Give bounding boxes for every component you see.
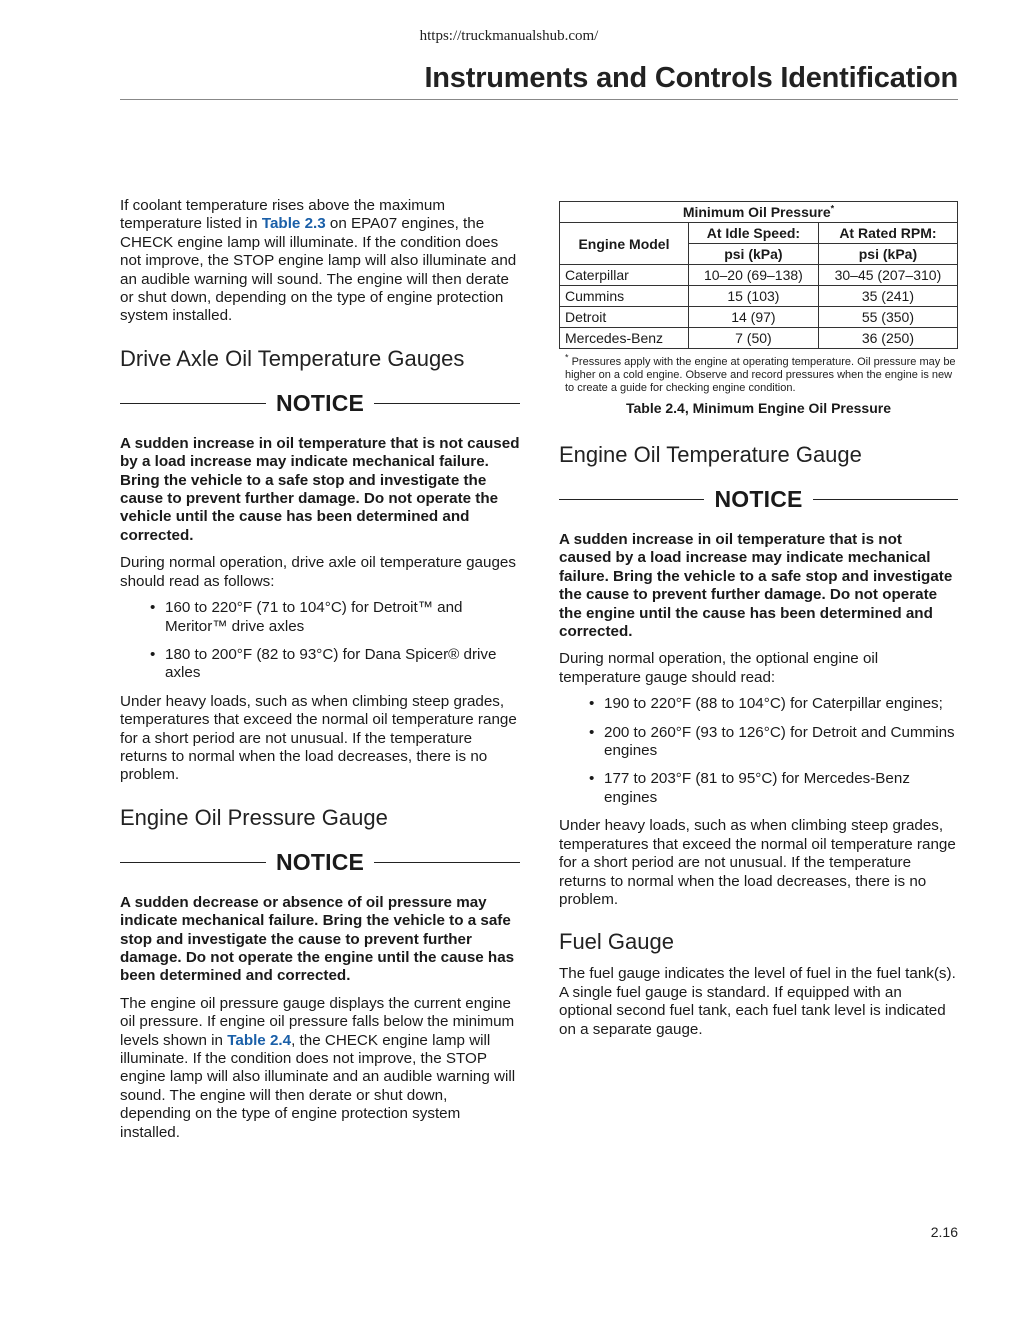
oil-temp-para-2: Under heavy loads, such as when climbing steep grades, temperatures that exceed the normal oil temperature range for a short period are not unusual. If the temperature returns to normal when the load decreases, there is no problem. [559,817,956,908]
left-column [120,197,520,1150]
table-row: Detroit 14 (97) 55 (350) [560,307,958,328]
oil-temp-list [559,695,958,807]
table-row: Caterpillar 10–20 (69–138) 30–45 (207–310) [560,265,958,286]
notice-rule-left [559,499,704,500]
coolant-text-2: on EPA07 engines, the CHECK engine lamp will illuminate. If the condition does not improve, the STOP engine lamp will also illuminate and an audible warning will sound. The engine will then derate or shut down, depending on the type of engine protection system installed. [120,215,517,325]
drive-axle-notice-banner [120,390,520,417]
list-item: • 160 to 220°F (71 to 104°C) for Detroit™ and Meritor™ drive axles [150,599,463,635]
list-item: • 180 to 200°F (82 to 93°C) for Dana Spicer® drive axles [150,645,497,682]
oil-pressure-heading: Engine Oil Pressure Gauge [120,804,388,830]
drive-axle-notice-text: A sudden increase in oil temperature that is not caused by a load increase may indicate mechanical failure. Bring the vehicle to a safe stop and investigate the cause to prevent further damage. Do not operate the vehicle until the cause has been determined and corrected. [120,434,520,544]
coolant-paragraph [120,197,520,326]
table-footnote: * Pressures apply with the engine at operating temperature. Oil pressure may be higher on a cold engine. Observe and record pressures when the engine is new to create a guide for checking engine condition. [565,352,956,394]
oil-temp-para-1: During normal operation, the optional engine oil temperature gauge should read: [559,650,879,686]
notice-rule-left [120,403,266,404]
drive-axle-para-2: Under heavy loads, such as when climbing steep grades, temperatures that exceed the normal oil temperature range for a short period are not unusual. If the temperature returns to normal when the load decreases, there is no problem. [120,692,517,784]
oil-temp-notice-text: A sudden increase in oil temperature that is not caused by a load increase may indicate mechanical failure. Bring the vehicle to a safe stop and investigate the cause to prevent further damage. Do not operate the engine until the cause has been determined and corrected. [559,531,953,641]
notice-label: NOTICE [275,389,365,416]
min-oil-pressure-table [559,201,958,349]
col-idle-unit: psi (kPa) [688,244,818,265]
oil-pressure-paragraph: The engine oil pressure gauge displays the current engine oil pressure. If engine oil pressure falls below the minimum levels shown in Table 2.4, the CHECK engine lamp will illuminate. If the condition does not improve, the STOP engine lamp will also illuminate and an audible warning will sound. The engine will then derate or shut down, depending on the type of engine protection system installed. [120,994,516,1141]
col-rated-unit: psi (kPa) [818,244,957,265]
table-row: Cummins 15 (103) 35 (241) [560,286,958,307]
title-rule [120,99,958,100]
oil-temp-notice-banner [559,486,958,513]
page-title: Instruments and Controls Identification [424,62,958,94]
notice-rule-right [374,862,520,863]
table-row: Mercedes-Benz 7 (50) 36 (250) [560,328,958,349]
col-idle-speed: At Idle Speed: [688,223,818,244]
drive-axle-list [120,599,520,683]
table-title: Minimum Oil Pressure* [560,202,958,223]
col-rated-rpm: At Rated RPM: [818,223,957,244]
coolant-text-1: If coolant temperature rises above the maximum temperature listed in [120,197,445,233]
list-item: • 190 to 220°F (88 to 104°C) for Caterpillar engines; [589,695,943,713]
table-2-3-link[interactable]: Table 2.3 [261,215,326,233]
fuel-gauge-heading: Fuel Gauge [559,929,674,955]
notice-label: NOTICE [275,848,365,875]
table-caption: Table 2.4, Minimum Engine Oil Pressure [625,400,892,416]
oil-temp-heading: Engine Oil Temperature Gauge [559,442,862,467]
notice-rule-right [374,403,520,404]
page-number: 2.16 [930,1224,958,1240]
oil-pressure-notice-text: A sudden decrease or absence of oil pressure may indicate mechanical failure. Bring the vehicle to a safe stop and investigate the cause to prevent further damage. Do not operate the engine until the cause has been determined and corrected. [120,893,515,985]
drive-axle-heading: Drive Axle Oil Temperature Gauges [120,345,465,371]
col-engine-model: Engine Model [560,223,689,265]
table-2-4-link[interactable]: Table 2.4 [227,1031,292,1049]
drive-axle-para-1: During normal operation, drive axle oil temperature gauges should read as follows: [120,554,516,590]
list-item: • 200 to 260°F (93 to 126°C) for Detroit and Cummins engines [589,723,955,760]
oil-pressure-notice-banner [120,849,520,876]
right-column [559,201,958,1047]
source-url: https://truckmanualshub.com/ [419,28,599,44]
list-item: • 177 to 203°F (81 to 95°C) for Mercedes-Benz engines [589,770,910,806]
notice-rule-left [120,862,266,863]
fuel-gauge-paragraph: The fuel gauge indicates the level of fuel in the fuel tank(s). A single fuel gauge is standard. If equipped with an optional second fuel tank, each fuel tank level is indicated on a separate gauge. [559,965,956,1038]
notice-rule-right [813,499,958,500]
notice-label: NOTICE [714,486,803,512]
